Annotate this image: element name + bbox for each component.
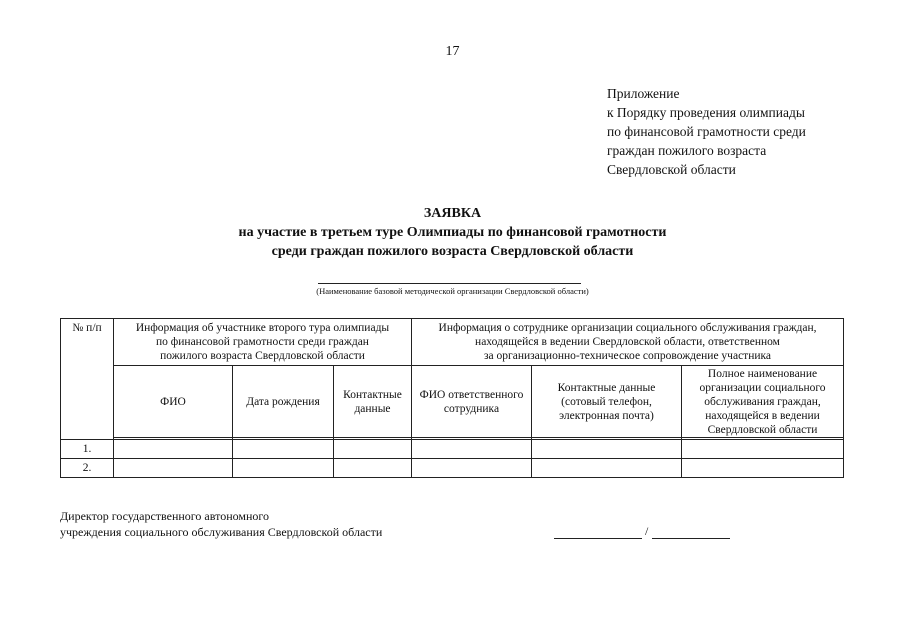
title-heading: ЗАЯВКА bbox=[423, 206, 482, 221]
appendix-line: Приложение bbox=[607, 86, 680, 101]
org-name-caption: (Наименование базовой методической организации Свердловской области) bbox=[316, 286, 589, 296]
header-birth-date: Дата рождения bbox=[233, 366, 334, 438]
table-row bbox=[61, 440, 844, 459]
application-table bbox=[60, 318, 844, 478]
row-number: 1. bbox=[61, 440, 114, 459]
table-cell[interactable] bbox=[412, 459, 532, 478]
header-responsible-fio: ФИО ответственного сотрудника bbox=[412, 366, 532, 438]
name-blank-line bbox=[652, 538, 730, 539]
table-cell[interactable] bbox=[114, 440, 233, 459]
org-name-blank-line bbox=[318, 283, 581, 284]
table-cell[interactable] bbox=[682, 440, 844, 459]
table-row bbox=[61, 459, 844, 478]
table-cell[interactable] bbox=[532, 440, 682, 459]
header-fio: ФИО bbox=[114, 366, 233, 438]
table-subheader-row bbox=[61, 366, 844, 438]
table-cell[interactable] bbox=[233, 440, 334, 459]
signature-blank-line bbox=[554, 538, 642, 539]
appendix-line: по финансовой грамотности среди bbox=[607, 124, 806, 139]
appendix-line: Свердловской области bbox=[607, 162, 736, 177]
header-contacts: Контактные данные bbox=[334, 366, 412, 438]
table-cell[interactable] bbox=[233, 459, 334, 478]
document-title bbox=[0, 204, 905, 261]
signature-title-line: учреждения социального обслуживания Свердловской области bbox=[60, 525, 383, 539]
appendix-line: граждан пожилого возраста bbox=[607, 143, 767, 158]
header-contact-details: Контактные данные (сотовый телефон, электронная почта) bbox=[532, 366, 682, 438]
signature-slash: / bbox=[645, 524, 649, 538]
signature-block bbox=[60, 508, 382, 540]
row-number: 2. bbox=[61, 459, 114, 478]
table-cell[interactable] bbox=[114, 459, 233, 478]
header-employee-info: Информация о сотруднике организации социального обслуживания граждан, находящейся в ведении Свердловской области, ответственном за организационно-техническое сопровождение участника bbox=[412, 319, 844, 366]
signature-title-line: Директор государственного автономного bbox=[60, 509, 270, 523]
title-line: среди граждан пожилого возраста Свердловской области bbox=[271, 244, 634, 259]
table-cell[interactable] bbox=[334, 440, 412, 459]
header-org-name: Полное наименование организации социального обслуживания граждан, находящейся в ведении Свердловской области bbox=[682, 366, 844, 438]
table-cell[interactable] bbox=[682, 459, 844, 478]
appendix-line: к Порядку проведения олимпиады bbox=[607, 105, 805, 120]
page-number: 17 bbox=[445, 44, 460, 59]
title-line: на участие в третьем туре Олимпиады по финансовой грамотности bbox=[238, 225, 667, 240]
appendix-note bbox=[607, 84, 806, 179]
table-cell[interactable] bbox=[532, 459, 682, 478]
header-participant-info: Информация об участнике второго тура олимпиады по финансовой грамотности среди граждан пожилого возраста Свердловской области bbox=[114, 319, 412, 366]
table-cell[interactable] bbox=[412, 440, 532, 459]
table-header-row bbox=[61, 319, 844, 366]
header-number: № п/п bbox=[61, 319, 114, 440]
table-cell[interactable] bbox=[334, 459, 412, 478]
